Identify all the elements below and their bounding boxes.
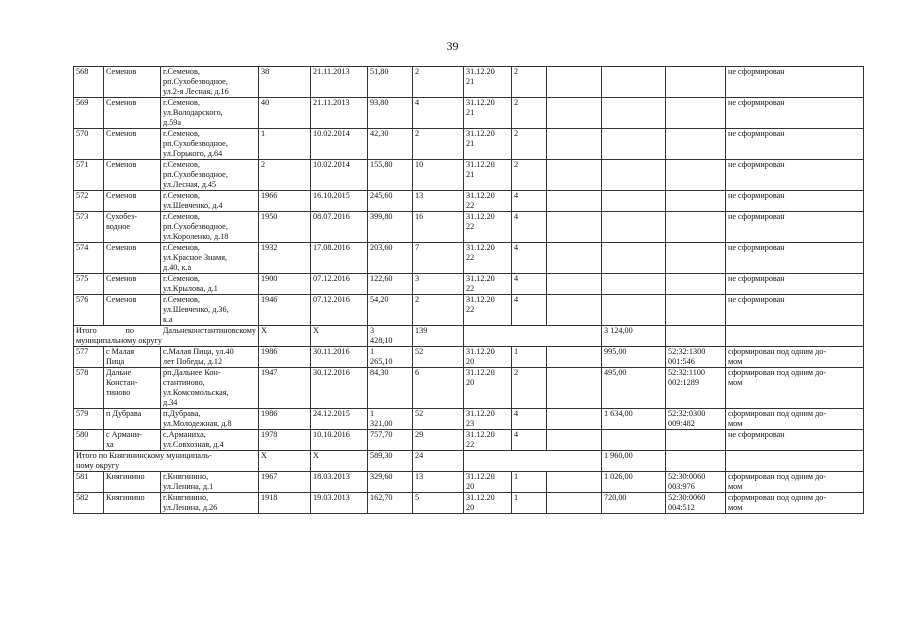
cell-settlement: Княгинино	[104, 493, 161, 514]
cell-number: 581	[74, 472, 104, 493]
cell-date: 21.11.2013	[311, 67, 368, 98]
cell-settlement: Семенов	[104, 243, 161, 274]
cell-cadastral	[666, 191, 726, 212]
cell-date: 21.11.2013	[311, 98, 368, 129]
cell-cost	[602, 160, 666, 191]
cell-settlement: с Армани- ха	[104, 430, 161, 451]
cell-stage: 2	[512, 129, 547, 160]
cell-number: 579	[74, 409, 104, 430]
cell-address: г.Семенов, ул.Крылова, д.1	[161, 274, 259, 295]
cell-deadline: 31.12.20 22	[464, 212, 512, 243]
cell-cadastral	[666, 98, 726, 129]
cell-stage: 1	[512, 347, 547, 368]
cell-number: 578	[74, 368, 104, 409]
cell-cadastral	[666, 67, 726, 98]
table-row	[74, 67, 864, 98]
page-number: 39	[446, 39, 459, 53]
cell-area: 1 265,10	[368, 347, 413, 368]
cell-cadastral	[666, 243, 726, 274]
cell-area: 54,20	[368, 295, 413, 326]
cell-status: сформирован под одним до- мом	[726, 409, 864, 430]
cell-cost	[602, 67, 666, 98]
cell-number: 571	[74, 160, 104, 191]
cell-empty	[547, 98, 602, 129]
cell-area: 589,30	[368, 451, 413, 472]
cell-settlement: Семенов	[104, 295, 161, 326]
cell-date: X	[311, 451, 368, 472]
cell-stage: 2	[512, 98, 547, 129]
cell-date: 07.12.2016	[311, 295, 368, 326]
cell-cadastral: 52:30:0060 003:976	[666, 472, 726, 493]
table-row	[74, 295, 864, 326]
cell-empty	[547, 212, 602, 243]
cell-number: 568	[74, 67, 104, 98]
cell-settlement: Семенов	[104, 67, 161, 98]
cell-year: 1986	[259, 409, 311, 430]
total-row	[74, 326, 864, 347]
cell-people: 6	[413, 368, 464, 409]
cell-stage: 4	[512, 212, 547, 243]
cell-area: 329,60	[368, 472, 413, 493]
cell-cost	[602, 274, 666, 295]
cell-year: X	[259, 451, 311, 472]
cell-cost: 495,00	[602, 368, 666, 409]
cell-stage: 4	[512, 430, 547, 451]
cell-address: г.Семенов, рп.Сухобезводное, ул.Лесная, д.45	[161, 160, 259, 191]
cell-date: 10.02.2014	[311, 129, 368, 160]
cell-date: 10.02.2014	[311, 160, 368, 191]
table-row	[74, 243, 864, 274]
table-body	[74, 67, 864, 514]
cell-people: 13	[413, 472, 464, 493]
cell-empty	[666, 451, 726, 472]
cell-area: 162,70	[368, 493, 413, 514]
cell-year: 1978	[259, 430, 311, 451]
cell-date: 10.10.2016	[311, 430, 368, 451]
table-row	[74, 160, 864, 191]
cell-status: не сформирован	[726, 430, 864, 451]
cell-deadline: 31.12.20 20	[464, 472, 512, 493]
cell-empty	[547, 160, 602, 191]
cell-area: 155,80	[368, 160, 413, 191]
cell-status: не сформирован	[726, 191, 864, 212]
cell-deadline: 31.12.20 21	[464, 160, 512, 191]
cell-address: г.Княгинино, ул.Ленина, д.1	[161, 472, 259, 493]
cell-area: 399,80	[368, 212, 413, 243]
cell-settlement: Семенов	[104, 98, 161, 129]
cell-year: 1947	[259, 368, 311, 409]
cell-status: не сформирован	[726, 274, 864, 295]
table-row	[74, 493, 864, 514]
cell-stage: 1	[512, 472, 547, 493]
cell-people: 2	[413, 67, 464, 98]
cell-area: 93,80	[368, 98, 413, 129]
cell-year: 1918	[259, 493, 311, 514]
cell-date: 30.12.2016	[311, 368, 368, 409]
cell-date: 30.11.2016	[311, 347, 368, 368]
cell-deadline: 31.12.20 20	[464, 347, 512, 368]
cell-settlement: Семенов	[104, 191, 161, 212]
cell-empty	[726, 326, 864, 347]
cell-address: г.Семенов, рп.Сухобезводное, ул.2-я Лесная, д.16	[161, 67, 259, 98]
cell-empty	[547, 472, 602, 493]
cell-people: 2	[413, 295, 464, 326]
cell-settlement: с Малая Пица	[104, 347, 161, 368]
cell-year: 40	[259, 98, 311, 129]
cell-year: 1986	[259, 347, 311, 368]
cell-empty	[547, 347, 602, 368]
total-label: Итого по Дальнеконстантиновскому муниципальному округу	[74, 326, 259, 347]
table-row	[74, 129, 864, 160]
cell-people: 52	[413, 347, 464, 368]
cell-number: 574	[74, 243, 104, 274]
cell-cadastral: 52:32:1300 001:546	[666, 347, 726, 368]
cell-deadline: 31.12.20 22	[464, 191, 512, 212]
cell-stage: 4	[512, 295, 547, 326]
cell-people: 10	[413, 160, 464, 191]
cell-status: не сформирован	[726, 129, 864, 160]
cell-deadline: 31.12.20 21	[464, 129, 512, 160]
cell-empty	[547, 430, 602, 451]
cell-address: г.Семенов, ул.Шевченко, д.36, к.а	[161, 295, 259, 326]
cell-year: X	[259, 326, 311, 347]
cell-stage: 4	[512, 191, 547, 212]
cell-settlement: п Дубрава	[104, 409, 161, 430]
cell-cost	[602, 243, 666, 274]
cell-cost	[602, 212, 666, 243]
cell-year: 38	[259, 67, 311, 98]
table-row	[74, 347, 864, 368]
cell-empty	[547, 295, 602, 326]
cell-address: п.Дубрава, ул.Молодежная, д.8	[161, 409, 259, 430]
cell-settlement: Семенов	[104, 274, 161, 295]
cell-area: 84,30	[368, 368, 413, 409]
table-row	[74, 274, 864, 295]
cell-total: 1 960,00	[602, 451, 666, 472]
cell-address: рп.Дальнее Кон- стантиново, ул.Комсомольская, д.34	[161, 368, 259, 409]
cell-area: 1 321,00	[368, 409, 413, 430]
cell-people: 4	[413, 98, 464, 129]
cell-people: 3	[413, 274, 464, 295]
cell-deadline: 31.12.20 22	[464, 274, 512, 295]
cell-year: 1967	[259, 472, 311, 493]
cell-empty	[547, 243, 602, 274]
cell-people: 52	[413, 409, 464, 430]
cell-area: 42,30	[368, 129, 413, 160]
cell-deadline: 31.12.20 22	[464, 295, 512, 326]
cell-cost	[602, 191, 666, 212]
cell-date: 08.07.2016	[311, 212, 368, 243]
cell-empty	[464, 451, 602, 472]
cell-year: 1932	[259, 243, 311, 274]
cell-number: 573	[74, 212, 104, 243]
cell-cadastral	[666, 295, 726, 326]
cell-cadastral: 52:30:0060 004:512	[666, 493, 726, 514]
cell-area: 51,80	[368, 67, 413, 98]
cell-cadastral: 52:32:1100 002:1289	[666, 368, 726, 409]
cell-number: 577	[74, 347, 104, 368]
cell-deadline: 31.12.20 21	[464, 67, 512, 98]
cell-address: г.Семенов, ул.Володарского, д.59а	[161, 98, 259, 129]
cell-area: 122,60	[368, 274, 413, 295]
cell-number: 572	[74, 191, 104, 212]
cell-deadline: 31.12.20 20	[464, 368, 512, 409]
cell-area: 203,60	[368, 243, 413, 274]
total-label: Итого по Княгининскому муниципаль- ному округу	[74, 451, 259, 472]
total-row	[74, 451, 864, 472]
cell-deadline: 31.12.20 20	[464, 493, 512, 514]
cell-stage: 4	[512, 243, 547, 274]
cell-address: г.Семенов, ул.Шевченко, д.4	[161, 191, 259, 212]
cell-date: 19.03.2013	[311, 493, 368, 514]
cell-number: 580	[74, 430, 104, 451]
cell-date: 16.10.2015	[311, 191, 368, 212]
cell-status: сформирован под одним до- мом	[726, 347, 864, 368]
cell-cadastral: 52:32:0300 009:482	[666, 409, 726, 430]
cell-empty	[547, 129, 602, 160]
cell-number: 582	[74, 493, 104, 514]
cell-date: 17.08.2016	[311, 243, 368, 274]
cell-status: сформирован под одним до- мом	[726, 472, 864, 493]
cell-cost	[602, 295, 666, 326]
cell-people: 5	[413, 493, 464, 514]
cell-number: 575	[74, 274, 104, 295]
cell-cost	[602, 129, 666, 160]
cell-empty	[726, 451, 864, 472]
cell-settlement: Семенов	[104, 129, 161, 160]
cell-empty	[547, 191, 602, 212]
cell-stage: 4	[512, 409, 547, 430]
cell-status: не сформирован	[726, 212, 864, 243]
cell-address: г.Семенов, ул.Красное Знамя, д.40, к.а	[161, 243, 259, 274]
cell-number: 570	[74, 129, 104, 160]
cell-people: 24	[413, 451, 464, 472]
cell-cadastral	[666, 430, 726, 451]
cell-total: 3 124,00	[602, 326, 666, 347]
cell-status: не сформирован	[726, 243, 864, 274]
cell-stage: 2	[512, 67, 547, 98]
cell-cost: 1 026,00	[602, 472, 666, 493]
table-row	[74, 430, 864, 451]
cell-empty	[547, 67, 602, 98]
cell-empty	[666, 326, 726, 347]
cell-empty	[547, 409, 602, 430]
cell-people: 2	[413, 129, 464, 160]
cell-date: 18.03.2013	[311, 472, 368, 493]
cell-cadastral	[666, 129, 726, 160]
cell-address: г.Княгинино, ул.Ленина, д.26	[161, 493, 259, 514]
cell-deadline: 31.12.20 23	[464, 409, 512, 430]
cell-cadastral	[666, 212, 726, 243]
cell-year: 1900	[259, 274, 311, 295]
cell-empty	[547, 493, 602, 514]
cell-year: 1946	[259, 295, 311, 326]
cell-people: 29	[413, 430, 464, 451]
cell-status: не сформирован	[726, 160, 864, 191]
cell-settlement: Сухобез- водное	[104, 212, 161, 243]
cell-deadline: 31.12.20 22	[464, 243, 512, 274]
cell-cost: 995,00	[602, 347, 666, 368]
cell-settlement: Дальне Констан- тиново	[104, 368, 161, 409]
cell-people: 16	[413, 212, 464, 243]
housing-register-table	[73, 66, 864, 514]
cell-stage: 4	[512, 274, 547, 295]
cell-settlement: Семенов	[104, 160, 161, 191]
cell-year: 1	[259, 129, 311, 160]
cell-settlement: Княгинино	[104, 472, 161, 493]
cell-number: 569	[74, 98, 104, 129]
table-row	[74, 98, 864, 129]
cell-cost: 1 634,00	[602, 409, 666, 430]
cell-cost	[602, 430, 666, 451]
cell-address: г.Семенов, рп.Сухобезводное, ул.Короленко, д.18	[161, 212, 259, 243]
cell-address: с.Малая Пица, ул.40 лет Победы, д.12	[161, 347, 259, 368]
cell-cost: 720,00	[602, 493, 666, 514]
cell-area: 757,70	[368, 430, 413, 451]
cell-stage: 2	[512, 368, 547, 409]
cell-people: 139	[413, 326, 464, 347]
cell-stage: 2	[512, 160, 547, 191]
cell-status: не сформирован	[726, 295, 864, 326]
cell-number: 576	[74, 295, 104, 326]
cell-status: не сформирован	[726, 98, 864, 129]
cell-cadastral	[666, 160, 726, 191]
cell-status: сформирован под одним до- мом	[726, 493, 864, 514]
cell-address: г.Семенов, рп.Сухобезводное, ул.Горького, д.64	[161, 129, 259, 160]
cell-date: 24.12.2015	[311, 409, 368, 430]
cell-status: не сформирован	[726, 67, 864, 98]
cell-area: 245,60	[368, 191, 413, 212]
cell-area: 3 428,10	[368, 326, 413, 347]
cell-cadastral	[666, 274, 726, 295]
cell-deadline: 31.12.20 21	[464, 98, 512, 129]
cell-deadline: 31.12.20 22	[464, 430, 512, 451]
cell-date: 07.12.2016	[311, 274, 368, 295]
table-row	[74, 472, 864, 493]
table-row	[74, 368, 864, 409]
cell-people: 13	[413, 191, 464, 212]
cell-people: 7	[413, 243, 464, 274]
table-row	[74, 409, 864, 430]
cell-year: 2	[259, 160, 311, 191]
cell-empty	[547, 274, 602, 295]
table-row	[74, 212, 864, 243]
cell-empty	[464, 326, 602, 347]
cell-date: X	[311, 326, 368, 347]
cell-address: с.Арманиха, ул.Совхозная, д.4	[161, 430, 259, 451]
cell-stage: 1	[512, 493, 547, 514]
cell-status: сформирован под одним до- мом	[726, 368, 864, 409]
cell-year: 1966	[259, 191, 311, 212]
cell-empty	[547, 368, 602, 409]
table-row	[74, 191, 864, 212]
cell-year: 1950	[259, 212, 311, 243]
cell-cost	[602, 98, 666, 129]
